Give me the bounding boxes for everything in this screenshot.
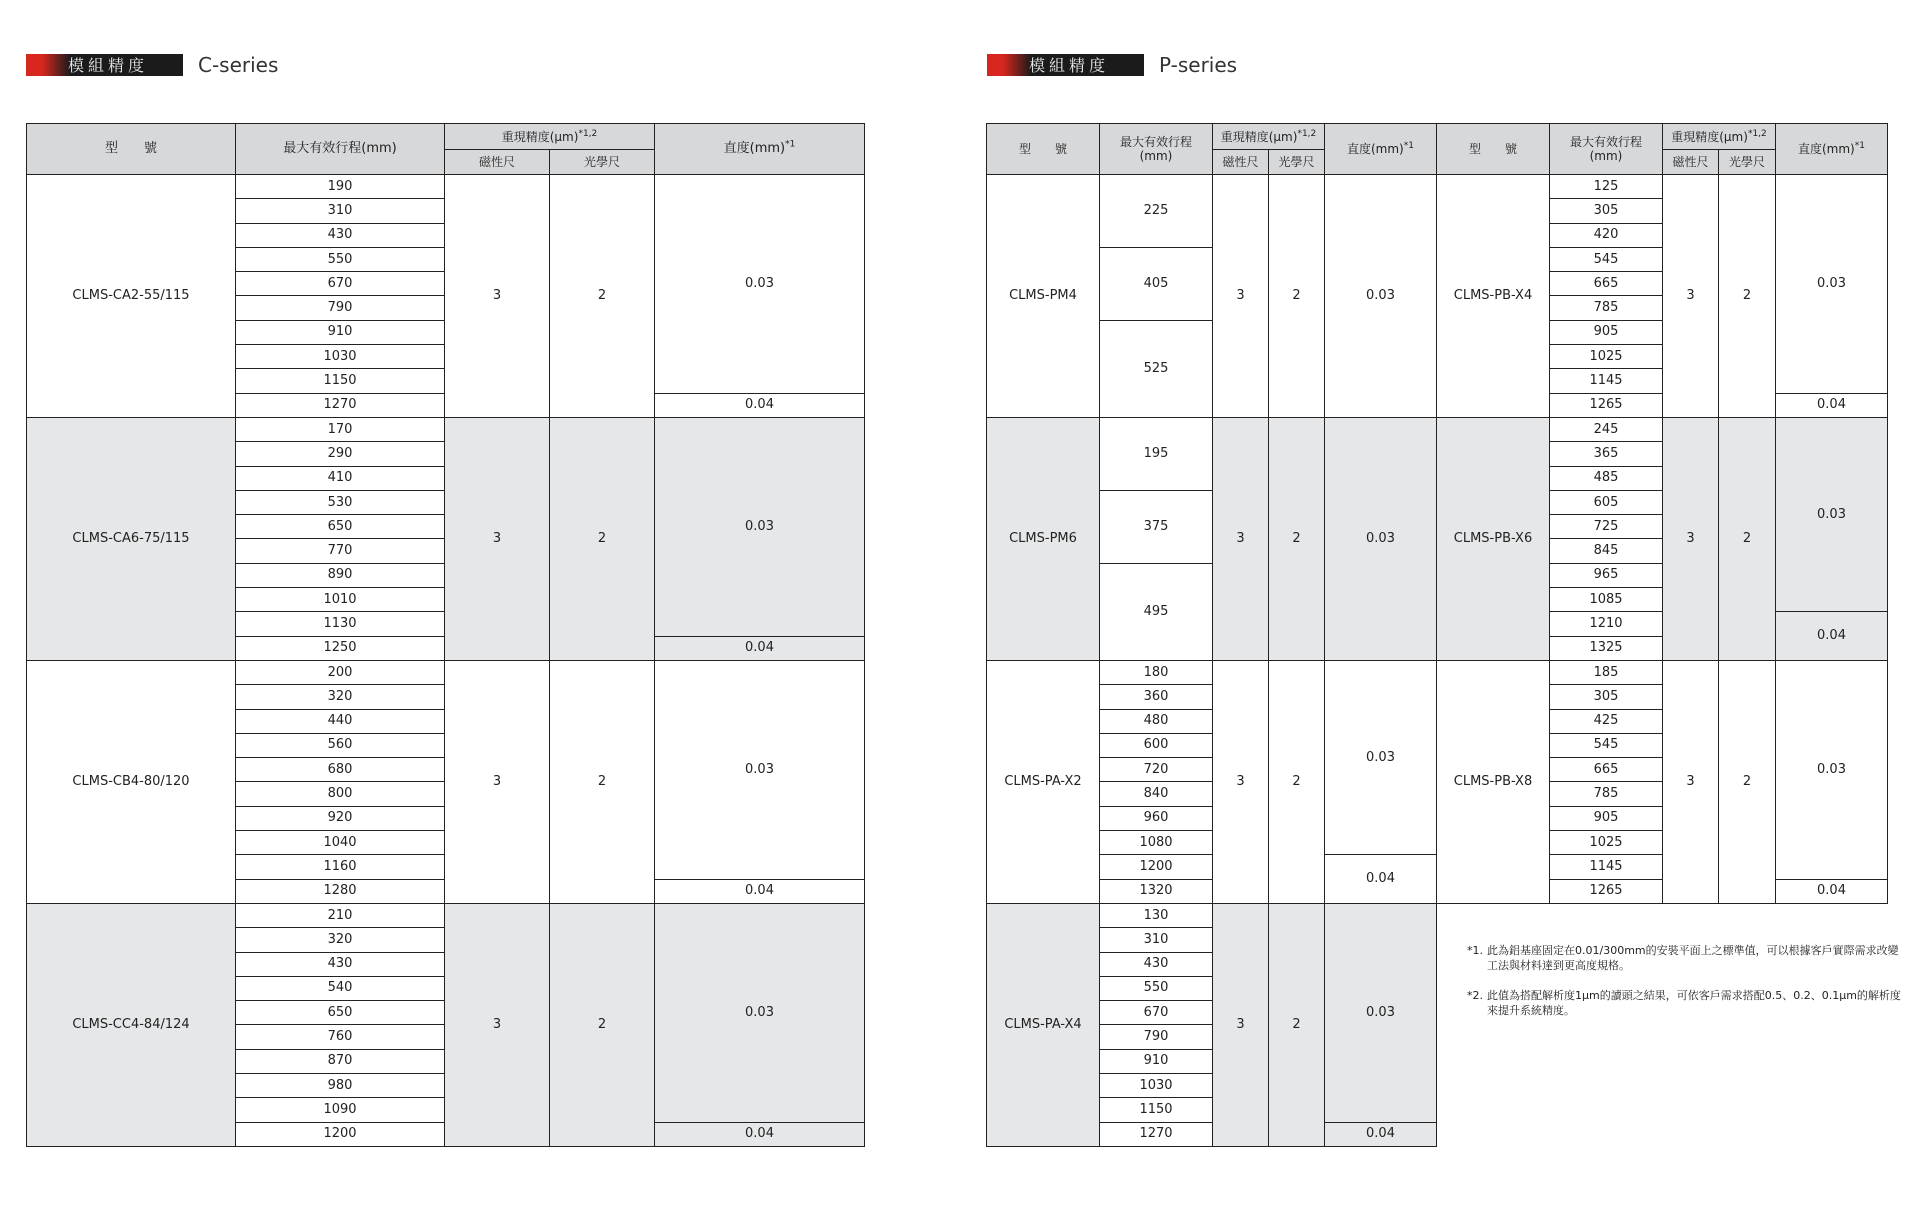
table-row bbox=[987, 417, 1888, 441]
magnetic-cell: 3 bbox=[445, 660, 550, 903]
footnote-number: *1. bbox=[1467, 944, 1483, 957]
header-model-right: 型 號 bbox=[1437, 124, 1550, 175]
stroke-cell: 905 bbox=[1550, 806, 1663, 830]
stroke-cell: 905 bbox=[1550, 320, 1663, 344]
stroke-cell: 910 bbox=[236, 320, 445, 344]
stroke-cell: 965 bbox=[1550, 563, 1663, 587]
header-model: 型 號 bbox=[27, 124, 236, 175]
stroke-cell: 1150 bbox=[236, 369, 445, 393]
stroke-cell: 170 bbox=[236, 417, 445, 441]
straightness-cell-last: 0.04 bbox=[1325, 855, 1437, 904]
stroke-cell: 670 bbox=[236, 272, 445, 296]
straightness-cell-last: 0.04 bbox=[1776, 612, 1888, 661]
stroke-cell: 1040 bbox=[236, 831, 445, 855]
stroke-cell: 365 bbox=[1550, 442, 1663, 466]
magnetic-cell: 3 bbox=[1213, 175, 1269, 418]
stroke-cell: 495 bbox=[1100, 563, 1213, 660]
optical-cell: 2 bbox=[1719, 660, 1776, 903]
header-straightness-left: 直度(mm)$^{*1}$ bbox=[1325, 124, 1437, 175]
model-cell: CLMS-CB4-80/120 bbox=[27, 660, 236, 903]
c-series-heading bbox=[26, 52, 278, 77]
model-cell: CLMS-CA2-55/115 bbox=[27, 175, 236, 418]
straightness-cell-last: 0.04 bbox=[1776, 393, 1888, 417]
stroke-cell: 125 bbox=[1550, 175, 1663, 199]
optical-cell: 2 bbox=[1269, 417, 1325, 660]
model-cell: CLMS-PA-X4 bbox=[987, 903, 1100, 1146]
table-row bbox=[987, 660, 1888, 684]
stroke-cell: 540 bbox=[236, 976, 445, 1000]
section-tag-bar bbox=[987, 54, 1144, 76]
stroke-cell: 665 bbox=[1550, 758, 1663, 782]
stroke-cell: 245 bbox=[1550, 417, 1663, 441]
stroke-cell: 1090 bbox=[236, 1098, 445, 1122]
stroke-cell: 1325 bbox=[1550, 636, 1663, 660]
model-cell: CLMS-PM6 bbox=[987, 417, 1100, 660]
straightness-cell: 0.03 bbox=[655, 417, 865, 636]
stroke-cell: 130 bbox=[1100, 903, 1213, 927]
optical-cell: 2 bbox=[550, 660, 655, 903]
stroke-cell: 305 bbox=[1550, 199, 1663, 223]
model-cell: CLMS-PB-X4 bbox=[1437, 175, 1550, 418]
footnote bbox=[1467, 988, 1907, 1018]
stroke-cell: 1150 bbox=[1100, 1098, 1213, 1122]
stroke-cell: 670 bbox=[1100, 1001, 1213, 1025]
stroke-cell: 1280 bbox=[236, 879, 445, 903]
stroke-cell: 720 bbox=[1100, 758, 1213, 782]
straightness-cell: 0.03 bbox=[1325, 903, 1437, 1122]
stroke-cell: 320 bbox=[236, 928, 445, 952]
stroke-cell: 785 bbox=[1550, 782, 1663, 806]
header-magnetic-scale: 磁性尺 bbox=[445, 150, 550, 175]
stroke-cell: 1085 bbox=[1550, 588, 1663, 612]
p-series-heading bbox=[987, 52, 1237, 77]
stroke-cell: 1025 bbox=[1550, 831, 1663, 855]
header-repeatability-right: 重現精度$(\mu m)^{*1,2}$ bbox=[1663, 124, 1776, 150]
section-tag-label: 模組精度 bbox=[1029, 56, 1110, 75]
straightness-cell: 0.03 bbox=[655, 660, 865, 879]
straightness-cell: 0.03 bbox=[655, 903, 865, 1122]
stroke-cell: 800 bbox=[236, 782, 445, 806]
table-row bbox=[27, 417, 865, 441]
header-repeatability-left: 重現精度$(\mu m)^{*1,2}$ bbox=[1213, 124, 1325, 150]
table-row bbox=[987, 175, 1888, 199]
stroke-cell: 545 bbox=[1550, 733, 1663, 757]
stroke-cell: 1030 bbox=[236, 345, 445, 369]
stroke-cell: 1200 bbox=[236, 1122, 445, 1146]
stroke-cell: 410 bbox=[236, 466, 445, 490]
straightness-cell: 0.03 bbox=[1776, 175, 1888, 394]
stroke-cell: 980 bbox=[236, 1073, 445, 1097]
stroke-cell: 910 bbox=[1100, 1049, 1213, 1073]
header-model-left: 型 號 bbox=[987, 124, 1100, 175]
straightness-cell-last: 0.04 bbox=[655, 1122, 865, 1146]
stroke-cell: 420 bbox=[1550, 223, 1663, 247]
footnote-text: 此為鋁基座固定在0.01/300mm的安裝平面上之標準值，可以根據客戶實際需求改變工法與材料達到更高度規格。 bbox=[1487, 944, 1899, 972]
table-row bbox=[987, 903, 1888, 927]
straightness-cell-last: 0.04 bbox=[655, 636, 865, 660]
stroke-cell: 870 bbox=[236, 1049, 445, 1073]
model-cell: CLMS-PA-X2 bbox=[987, 660, 1100, 903]
stroke-cell: 960 bbox=[1100, 806, 1213, 830]
stroke-cell: 790 bbox=[236, 296, 445, 320]
header-magnetic-scale-right: 磁性尺 bbox=[1663, 150, 1719, 175]
stroke-cell: 770 bbox=[236, 539, 445, 563]
header-repeatability: 重現精度$(\mu m)^{*1,2}$ bbox=[445, 124, 655, 150]
optical-cell: 2 bbox=[1269, 660, 1325, 903]
magnetic-cell: 3 bbox=[1663, 417, 1719, 660]
section-tag-bar bbox=[26, 54, 183, 76]
stroke-cell: 1145 bbox=[1550, 855, 1663, 879]
stroke-cell: 1010 bbox=[236, 588, 445, 612]
stroke-cell: 1200 bbox=[1100, 855, 1213, 879]
magnetic-cell: 3 bbox=[445, 903, 550, 1146]
model-cell: CLMS-PM4 bbox=[987, 175, 1100, 418]
stroke-cell: 1080 bbox=[1100, 831, 1213, 855]
optical-cell: 2 bbox=[1269, 903, 1325, 1146]
header-stroke: 最大有效行程(mm) bbox=[236, 124, 445, 175]
stroke-cell: 375 bbox=[1100, 490, 1213, 563]
model-cell: CLMS-CC4-84/124 bbox=[27, 903, 236, 1146]
stroke-cell: 210 bbox=[236, 903, 445, 927]
optical-cell: 2 bbox=[550, 903, 655, 1146]
table-row bbox=[27, 903, 865, 927]
stroke-cell: 305 bbox=[1550, 685, 1663, 709]
straightness-cell: 0.03 bbox=[1325, 175, 1437, 418]
stroke-cell: 195 bbox=[1100, 417, 1213, 490]
optical-cell: 2 bbox=[1719, 175, 1776, 418]
c-series-spec-table bbox=[26, 123, 865, 1147]
section-tag-label: 模組精度 bbox=[68, 56, 149, 75]
footnotes bbox=[1467, 943, 1907, 1033]
footnote-number: *2. bbox=[1467, 989, 1483, 1002]
stroke-cell: 1265 bbox=[1550, 393, 1663, 417]
footnote bbox=[1467, 943, 1907, 973]
stroke-cell: 1210 bbox=[1550, 612, 1663, 636]
stroke-cell: 890 bbox=[236, 563, 445, 587]
optical-cell: 2 bbox=[550, 417, 655, 660]
stroke-cell: 1145 bbox=[1550, 369, 1663, 393]
header-straightness: 直度(mm)$^{*1}$ bbox=[655, 124, 865, 175]
stroke-cell: 785 bbox=[1550, 296, 1663, 320]
header-straightness-right: 直度(mm)$^{*1}$ bbox=[1776, 124, 1888, 175]
stroke-cell: 180 bbox=[1100, 660, 1213, 684]
header-stroke-left: 最大有效行程 (mm) bbox=[1100, 124, 1213, 175]
stroke-cell: 225 bbox=[1100, 175, 1213, 248]
stroke-cell: 425 bbox=[1550, 709, 1663, 733]
stroke-cell: 320 bbox=[236, 685, 445, 709]
stroke-cell: 430 bbox=[1100, 952, 1213, 976]
stroke-cell: 405 bbox=[1100, 247, 1213, 320]
stroke-cell: 430 bbox=[236, 952, 445, 976]
stroke-cell: 200 bbox=[236, 660, 445, 684]
stroke-cell: 760 bbox=[236, 1025, 445, 1049]
magnetic-cell: 3 bbox=[1213, 903, 1269, 1146]
magnetic-cell: 3 bbox=[1213, 417, 1269, 660]
straightness-cell-last: 0.04 bbox=[655, 879, 865, 903]
header-magnetic-scale-left: 磁性尺 bbox=[1213, 150, 1269, 175]
stroke-cell: 525 bbox=[1100, 320, 1213, 417]
stroke-cell: 1030 bbox=[1100, 1073, 1213, 1097]
magnetic-cell: 3 bbox=[445, 175, 550, 418]
magnetic-cell: 3 bbox=[1663, 175, 1719, 418]
stroke-cell: 360 bbox=[1100, 685, 1213, 709]
straightness-cell: 0.03 bbox=[1776, 417, 1888, 611]
stroke-cell: 600 bbox=[1100, 733, 1213, 757]
stroke-cell: 1320 bbox=[1100, 879, 1213, 903]
stroke-cell: 1265 bbox=[1550, 879, 1663, 903]
model-cell: CLMS-CA6-75/115 bbox=[27, 417, 236, 660]
stroke-cell: 920 bbox=[236, 806, 445, 830]
model-cell: CLMS-PB-X8 bbox=[1437, 660, 1550, 903]
straightness-cell-last: 0.04 bbox=[655, 393, 865, 417]
header-optical-scale: 光學尺 bbox=[550, 150, 655, 175]
magnetic-cell: 3 bbox=[445, 417, 550, 660]
stroke-cell: 840 bbox=[1100, 782, 1213, 806]
stroke-cell: 480 bbox=[1100, 709, 1213, 733]
section-title: C-series bbox=[198, 52, 279, 77]
magnetic-cell: 3 bbox=[1663, 660, 1719, 903]
stroke-cell: 550 bbox=[1100, 976, 1213, 1000]
section-title: P-series bbox=[1159, 52, 1238, 77]
header-optical-scale-right: 光學尺 bbox=[1719, 150, 1776, 175]
stroke-cell: 310 bbox=[1100, 928, 1213, 952]
stroke-cell: 1250 bbox=[236, 636, 445, 660]
stroke-cell: 550 bbox=[236, 247, 445, 271]
stroke-cell: 665 bbox=[1550, 272, 1663, 296]
stroke-cell: 605 bbox=[1550, 490, 1663, 514]
header-stroke-right: 最大有效行程 (mm) bbox=[1550, 124, 1663, 175]
stroke-cell: 440 bbox=[236, 709, 445, 733]
stroke-cell: 1270 bbox=[1100, 1122, 1213, 1146]
stroke-cell: 1160 bbox=[236, 855, 445, 879]
stroke-cell: 1130 bbox=[236, 612, 445, 636]
stroke-cell: 790 bbox=[1100, 1025, 1213, 1049]
straightness-cell: 0.03 bbox=[1325, 660, 1437, 854]
straightness-cell-last: 0.04 bbox=[1325, 1122, 1437, 1146]
stroke-cell: 290 bbox=[236, 442, 445, 466]
optical-cell: 2 bbox=[550, 175, 655, 418]
stroke-cell: 430 bbox=[236, 223, 445, 247]
optical-cell: 2 bbox=[1269, 175, 1325, 418]
stroke-cell: 680 bbox=[236, 758, 445, 782]
stroke-cell: 485 bbox=[1550, 466, 1663, 490]
header-optical-scale-left: 光學尺 bbox=[1269, 150, 1325, 175]
straightness-cell-last: 0.04 bbox=[1776, 879, 1888, 903]
stroke-cell: 725 bbox=[1550, 515, 1663, 539]
stroke-cell: 185 bbox=[1550, 660, 1663, 684]
stroke-cell: 560 bbox=[236, 733, 445, 757]
stroke-cell: 1270 bbox=[236, 393, 445, 417]
footnote-text: 此值為搭配解析度1μm的讀頭之結果，可依客戶需求搭配0.5、0.2、0.1μm的解析度來提升系統精度。 bbox=[1487, 989, 1901, 1017]
model-cell: CLMS-PB-X6 bbox=[1437, 417, 1550, 660]
stroke-cell: 545 bbox=[1550, 247, 1663, 271]
stroke-cell: 1025 bbox=[1550, 345, 1663, 369]
stroke-cell: 845 bbox=[1550, 539, 1663, 563]
magnetic-cell: 3 bbox=[1213, 660, 1269, 903]
straightness-cell: 0.03 bbox=[1325, 417, 1437, 660]
stroke-cell: 310 bbox=[236, 199, 445, 223]
stroke-cell: 650 bbox=[236, 1001, 445, 1025]
stroke-cell: 650 bbox=[236, 515, 445, 539]
stroke-cell: 530 bbox=[236, 490, 445, 514]
stroke-cell: 190 bbox=[236, 175, 445, 199]
table-row bbox=[27, 660, 865, 684]
straightness-cell: 0.03 bbox=[1776, 660, 1888, 879]
straightness-cell: 0.03 bbox=[655, 175, 865, 394]
optical-cell: 2 bbox=[1719, 417, 1776, 660]
table-row bbox=[27, 175, 865, 199]
